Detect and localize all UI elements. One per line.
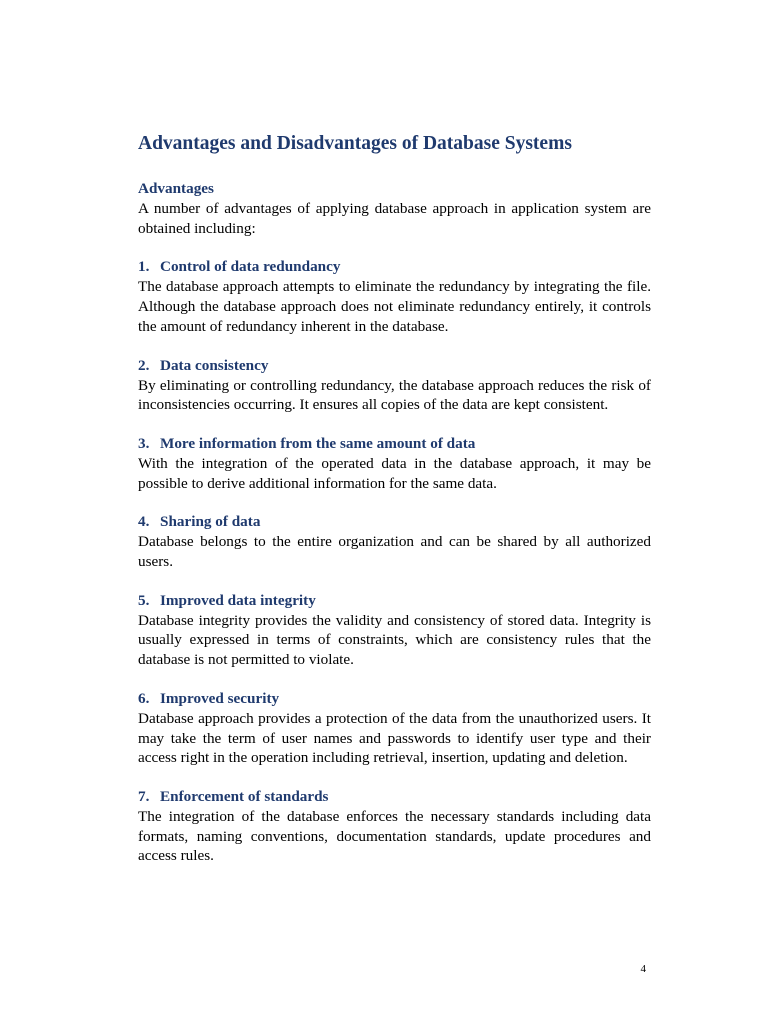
item-number: 7. [138, 787, 150, 805]
advantages-heading: Advantages [138, 180, 214, 197]
item-heading-text: More information from the same amount of data [160, 434, 476, 452]
list-item-4 [138, 512, 651, 571]
document-page [138, 131, 651, 866]
item-paragraph: Database belongs to the entire organization and can be shared by all authorized users. [138, 533, 651, 571]
item-heading-text: Data consistency [160, 356, 269, 374]
item-heading-text: Control of data redundancy [160, 258, 341, 276]
list-item-5 [138, 591, 651, 670]
item-number: 6. [138, 689, 150, 707]
page-number: 4 [640, 963, 646, 975]
item-heading-text: Improved security [160, 689, 280, 707]
item-number: 1. [138, 258, 150, 276]
intro-paragraph: A number of advantages of applying database approach in application system are obtained including: [138, 200, 651, 237]
item-heading [138, 257, 651, 277]
item-paragraph: By eliminating or controlling redundancy, the database approach reduces the risk of inconsistencies occurring. It ensures all copies of the data are kept consistent. [138, 376, 651, 414]
item-heading [138, 787, 651, 807]
list-item-2 [138, 356, 651, 415]
item-number: 5. [138, 591, 150, 609]
item-heading-text: Enforcement of standards [160, 787, 329, 805]
item-number: 4. [138, 513, 150, 531]
item-paragraph: Database integrity provides the validity and consistency of stored data. Integrity is usually expressed in terms of constraints, which are consistency rules that the database is not permitted to violate. [138, 611, 651, 669]
item-number: 2. [138, 356, 150, 374]
item-heading [138, 434, 651, 454]
item-heading-text: Improved data integrity [160, 591, 316, 609]
list-item-7 [138, 787, 651, 866]
page-title: Advantages and Disadvantages of Database Systems [138, 133, 572, 154]
item-paragraph: With the integration of the operated data in the database approach, it may be possible to derive additional information for the same data. [138, 454, 651, 492]
item-heading [138, 356, 651, 376]
item-paragraph: The integration of the database enforces the necessary standards including data formats, naming conventions, documentation standards, update procedures and access rules. [138, 807, 651, 865]
list-item-6 [138, 689, 651, 768]
item-paragraph: The database approach attempts to eliminate the redundancy by integrating the file. Although the database approach does not eliminate redundancy entirely, it controls the amount of redundancy inherent in the database. [138, 278, 651, 335]
item-number: 3. [138, 434, 150, 452]
list-item-3 [138, 434, 651, 493]
list-item-1 [138, 257, 651, 336]
item-heading-text: Sharing of data [160, 513, 261, 531]
item-heading [138, 689, 651, 709]
item-paragraph: Database approach provides a protection of the data from the unauthorized users. It may take the term of user names and passwords to identify user type and their access right in the operation including retrieval, insertion, updating and deletion. [138, 709, 651, 767]
item-heading [138, 591, 651, 611]
item-heading [138, 512, 651, 532]
